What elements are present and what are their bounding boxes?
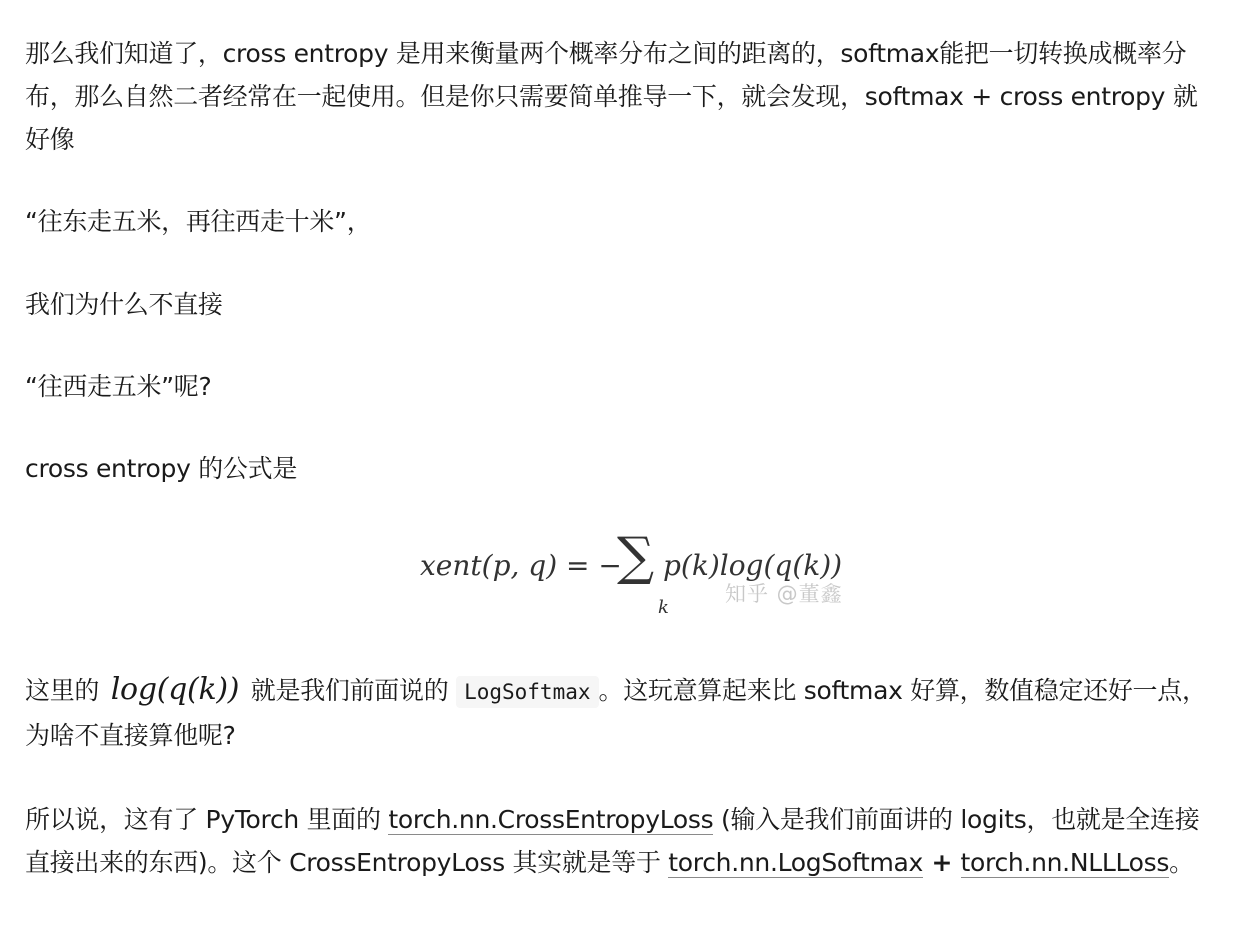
paragraph-logsoftmax [25,668,1215,757]
sum-symbol: ∑ [617,527,655,587]
p6-text-middle: 就是我们前面说的 [250,676,449,705]
p6-text-after: 。这玩意算起来比 softmax 好算，数值稳定还好一点，为啥不直接算他呢? [25,676,1207,750]
paragraph-intro: 那么我们知道了，cross entropy 是用来衡量两个概率分布之间的距离的，softmax能把一切转换成概率分布，那么自然二者经常在一起使用。但是你只需要简单推导一下，就会发现，softmax + cross entropy 就好像 [25,39,1198,154]
paragraph-east-west: “往东走五米，再往西走十米”， [25,207,372,236]
formula-lhs: xent(p, q) = − [420,549,622,582]
code-logsoftmax: LogSoftmax [456,676,598,708]
link-logsoftmax[interactable]: torch.nn.LogSoftmax [668,848,924,877]
paragraph-why-not: 我们为什么不直接 [25,290,223,319]
sum-index: k [658,597,669,618]
p6-text-before: 这里的 [25,676,100,705]
p7-text-1: 所以说，这有了 PyTorch 里面的 [25,805,389,834]
link-crossentropyloss[interactable]: torch.nn.CrossEntropyLoss [388,805,714,834]
paragraph-formula-intro: cross entropy 的公式是 [25,454,298,483]
p7-text-3: 。 [1169,848,1194,877]
link-nllloss[interactable]: torch.nn.NLLLoss [960,848,1170,877]
cross-entropy-formula-image [420,527,880,627]
inline-math-log-q: log(q(k)) [110,672,240,707]
formula-rhs: p(k)log(q(k)) [663,549,843,582]
paragraph-pytorch [25,798,1215,884]
plus-sign: + [923,848,961,877]
paragraph-go-west: “往西走五米”呢? [25,372,212,401]
p7-text-2: (输入是我们前面讲的 logits，也就是全连接直接出来的东西)。这个 CrossEntropyLoss 其实就是等于 [25,805,1200,877]
zhihu-watermark: 知乎 @董鑫 [725,582,843,606]
